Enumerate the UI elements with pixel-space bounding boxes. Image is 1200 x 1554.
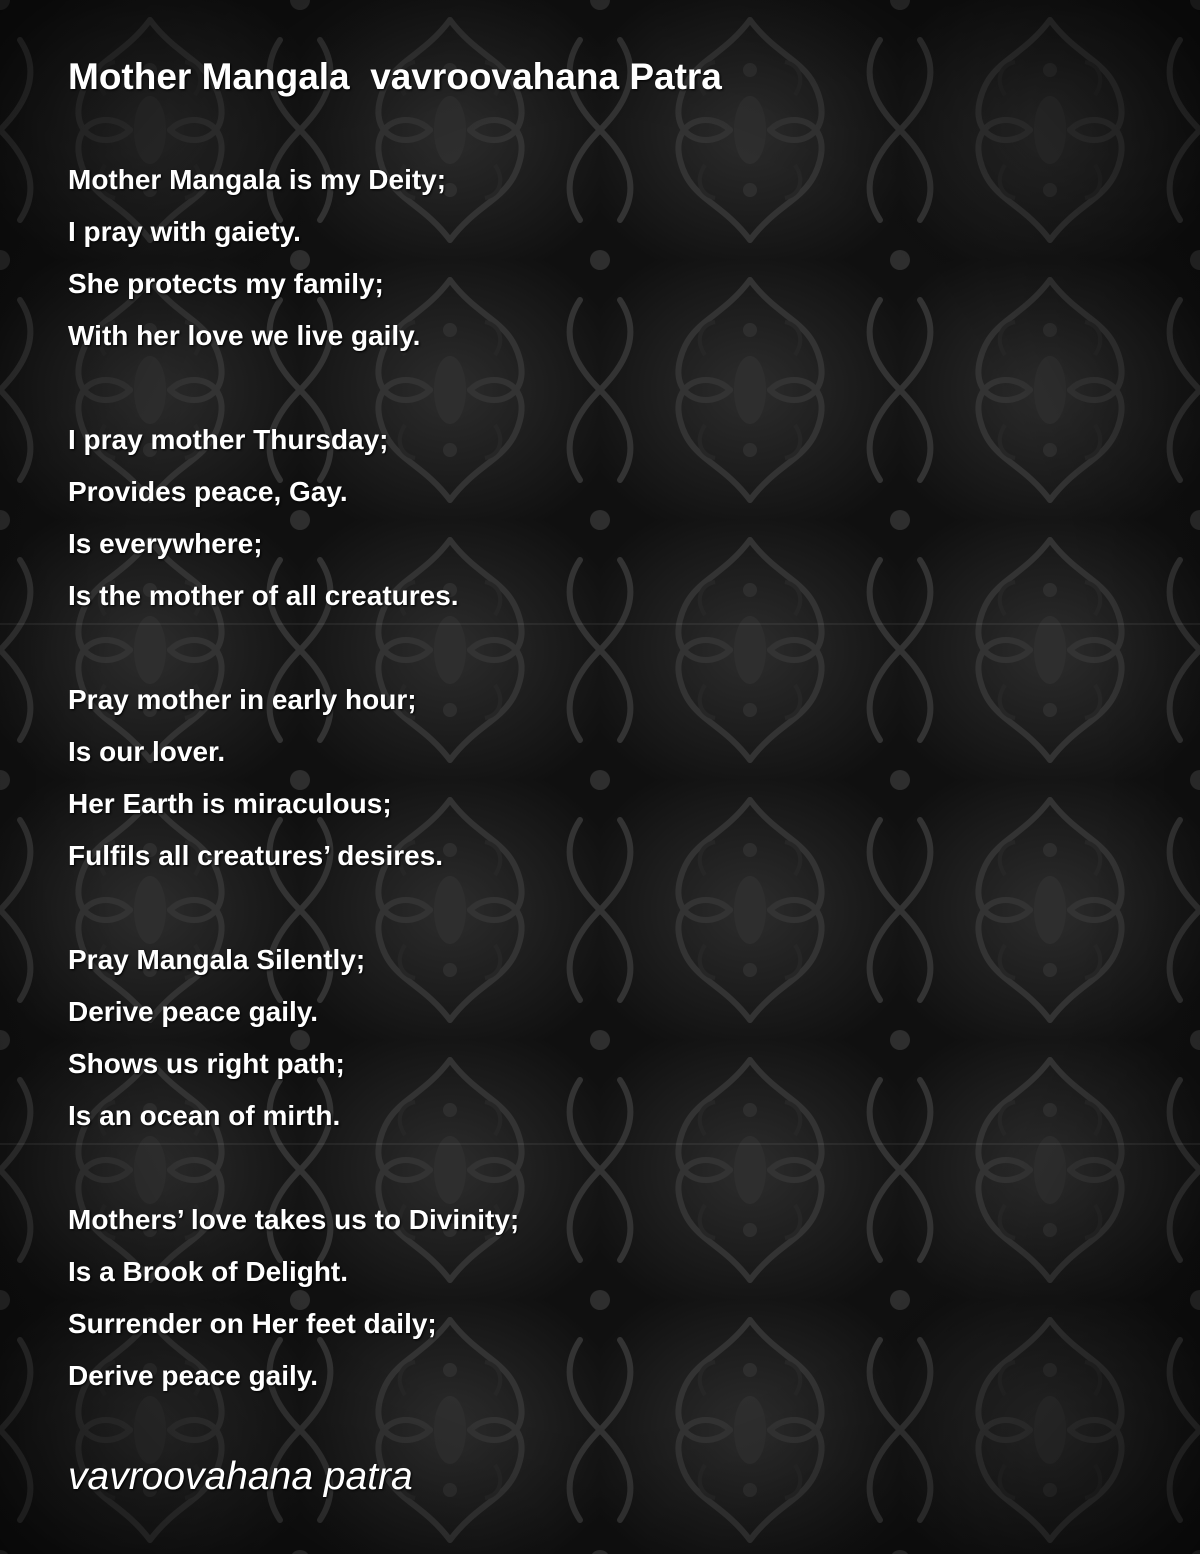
poem-line: Fulfils all creatures’ desires. — [68, 840, 444, 871]
poem-line: Is an ocean of mirth. — [68, 1100, 341, 1131]
poem-body — [68, 50, 1148, 1454]
poem-line: Derive peace gaily. — [68, 1360, 319, 1391]
poem-line: Surrender on Her feet daily; — [68, 1308, 437, 1339]
poem-line: Mother Mangala is my Deity; — [68, 164, 447, 195]
poem-line: Derive peace gaily. — [68, 996, 319, 1027]
poem-line: Her Earth is miraculous; — [68, 788, 392, 819]
poem-line: Is a Brook of Delight. — [68, 1256, 349, 1287]
poem-stanzas — [68, 154, 1148, 1402]
poem-line: I pray with gaiety. — [68, 216, 301, 247]
poem-stanza — [68, 674, 1148, 882]
poem-line: Is our lover. — [68, 736, 226, 767]
poem-line: Pray Mangala Silently; — [68, 944, 366, 975]
poem-title: Mother Mangala vavroovahana Patra — [68, 56, 722, 97]
poem-line: Is the mother of all creatures. — [68, 580, 459, 611]
poem-author: vavroovahana patra — [68, 1455, 413, 1498]
poem-stanza — [68, 934, 1148, 1142]
poem-stanza — [68, 414, 1148, 622]
poem-line: She protects my family; — [68, 268, 384, 299]
poem-line: Is everywhere; — [68, 528, 263, 559]
poem-line: Mothers’ love takes us to Divinity; — [68, 1204, 520, 1235]
poem-line: Pray mother in early hour; — [68, 684, 417, 715]
poem-line: Provides peace, Gay. — [68, 476, 348, 507]
poem-line: I pray mother Thursday; — [68, 424, 389, 455]
poem-line: Shows us right path; — [68, 1048, 345, 1079]
poem-stanza — [68, 1194, 1148, 1402]
poem-line: With her love we live gaily. — [68, 320, 421, 351]
poem-stanza — [68, 154, 1148, 362]
